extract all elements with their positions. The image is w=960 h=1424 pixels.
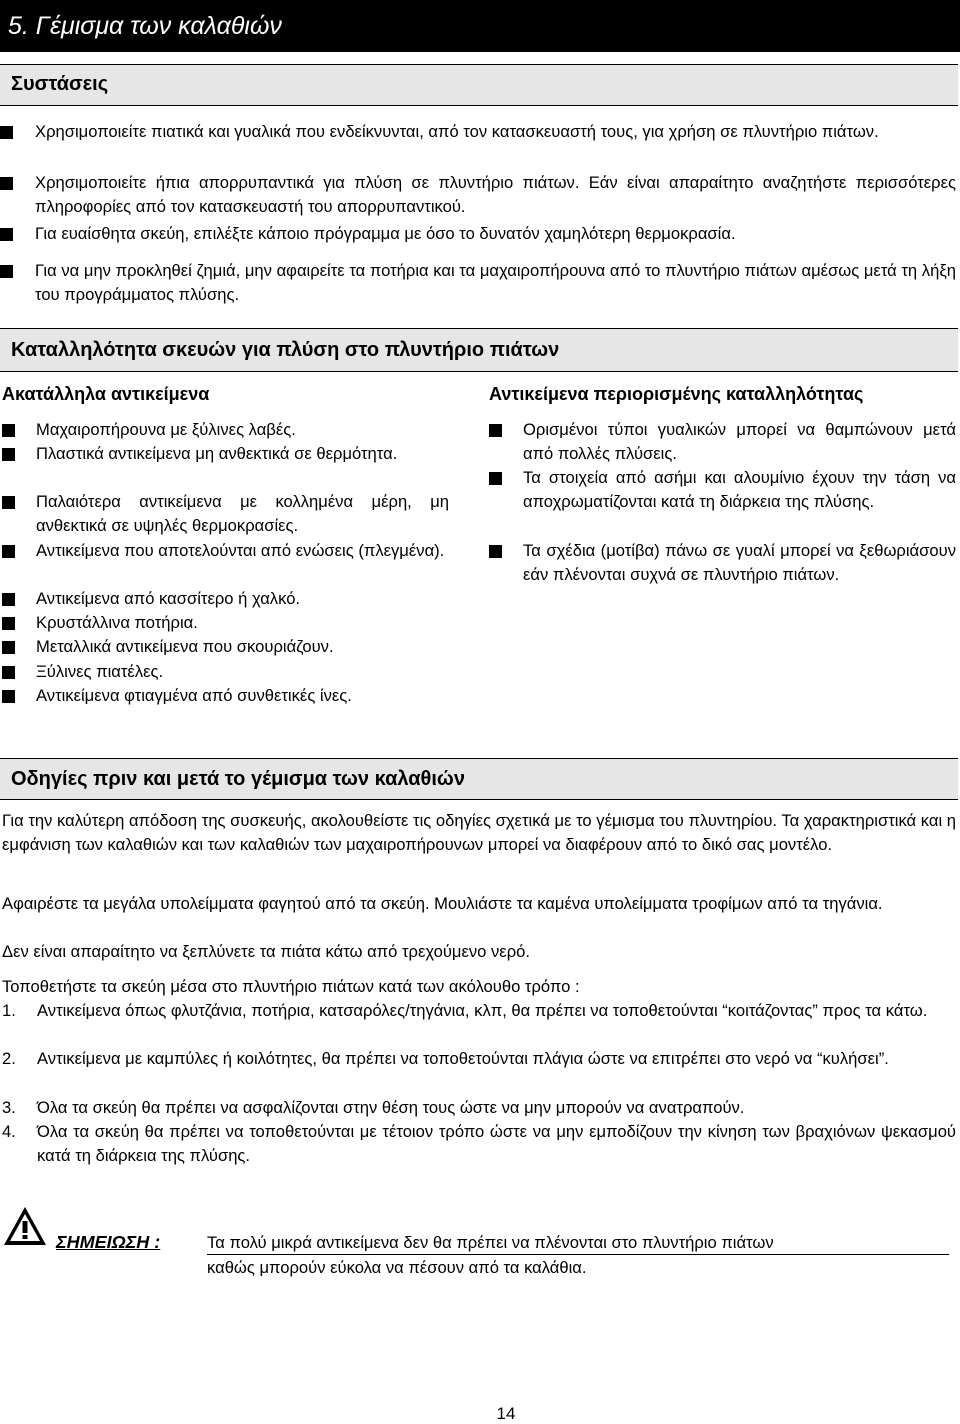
list-item: Τα σχέδια (μοτίβα) πάνω σε γυαλί μπορεί να ξεθωριάσουν εάν πλένονται συχνά σε πλυντήριο πιάτων.	[523, 539, 956, 587]
list-item: Ξύλινες πιατέλες.	[36, 660, 449, 684]
step-text: Όλα τα σκεύη θα πρέπει να ασφαλίζονται στην θέση τους ώστε να μην μπορούν να ανατραπούν.	[37, 1098, 745, 1117]
chapter-title-bar	[0, 0, 960, 52]
section-heading-bar	[0, 64, 958, 106]
instructions-paragraph: Για την καλύτερη απόδοση της συσκευής, ακολουθείστε τις οδηγίες σχετικά με το γέμισμα του πλυντηρίου. Τα χαρακτηριστικά και η εμφάνιση των καλαθιών και των καλαθιών των μαχαιροπήρουνων μπορεί να διαφέρουν από το δικό σας μοντέλο.	[2, 811, 956, 854]
list-item: Αντικείμενα από κασσίτερο ή χαλκό.	[36, 587, 449, 611]
list-item: Μαχαιροπήρουνα με ξύλινες λαβές.	[36, 418, 449, 442]
suitability-heading: Καταλληλότητα σκευών για πλύση στο πλυντήριο πιάτων	[11, 339, 560, 361]
recommendations-heading: Συστάσεις	[11, 73, 109, 95]
instructions-paragraph: Τοποθετήστε τα σκεύη μέσα στο πλυντήριο πιάτων κατά των ακόλουθο τρόπο :	[2, 977, 580, 996]
list-item	[2, 999, 956, 1023]
list-item: Χρησιμοποιείτε ήπια απορρυπαντικά για πλύση σε πλυντήριο πιάτων. Εάν είναι απαραίτητο αναζητήστε περισσότερες πληροφορίες από τον κατασκευαστή του απορρυπαντικού.	[35, 171, 956, 219]
list-item: Πλαστικά αντικείμενα μη ανθεκτικά σε θερμότητα.	[36, 442, 449, 466]
list-item: Παλαιότερα αντικείμενα με κολλημένα μέρη, μη ανθεκτικά σε υψηλές θερμοκρασίες.	[36, 490, 449, 538]
page-number: 14	[496, 1404, 516, 1423]
unsuitable-heading: Ακατάλληλα αντικείμενα	[2, 384, 210, 404]
step-number: 1.	[2, 1001, 16, 1020]
step-number: 4.	[2, 1122, 16, 1141]
list-item: Αντικείμενα φτιαγμένα από συνθετικές ίνες.	[36, 684, 449, 708]
instructions-paragraph: Αφαιρέστε τα μεγάλα υπολείμματα φαγητού από τα σκεύη. Μουλιάστε τα καμένα υπολείμματα τροφίμων από τα τηγάνια.	[2, 894, 883, 913]
list-item: Τα στοιχεία από ασήμι και αλουμίνιο έχουν την τάση να αποχρωματίζονται κατά τη διάρκεια της πλύσης.	[523, 466, 956, 514]
section-heading-bar	[0, 758, 958, 800]
list-item: Χρησιμοποιείτε πιατικά και γυαλικά που ενδείκνυνται, από τον κατασκευαστή τους, για χρήση σε πλυντήριο πιάτων.	[35, 120, 956, 144]
step-text: Όλα τα σκεύη θα πρέπει να τοποθετούνται με τέτοιον τρόπο ώστε να μην εμποδίζουν την κίνηση των βραχιόνων ψεκασμού κατά τη διάρκεια της πλύσης.	[37, 1122, 956, 1165]
list-item	[2, 1047, 956, 1071]
chapter-title: 5. Γέμισμα των καλαθιών	[8, 12, 282, 40]
step-number: 2.	[2, 1049, 16, 1068]
step-text: Αντικείμενα όπως φλυτζάνια, ποτήρια, κατσαρόλες/τηγάνια, κλπ, θα πρέπει να τοποθετούνται “κοιτάζοντας” προς τα κάτω.	[37, 1001, 928, 1020]
section-heading-bar	[0, 328, 958, 372]
note-text-line2: καθώς μπορούν εύκολα να πέσουν από τα καλάθια.	[207, 1258, 587, 1277]
limited-heading: Αντικείμενα περιορισμένης καταλληλότητας	[489, 384, 864, 404]
warning-icon	[2, 1205, 48, 1247]
instructions-paragraph: Δεν είναι απαραίτητο να ξεπλύνετε τα πιάτα κάτω από τρεχούμενο νερό.	[2, 942, 530, 961]
list-item: Μεταλλικά αντικείμενα που σκουριάζουν.	[36, 635, 449, 659]
list-item	[2, 1096, 956, 1120]
list-item: Για να μην προκληθεί ζημιά, μην αφαιρείτε τα ποτήρια και τα μαχαιροπήρουνα από το πλυντήριο πιάτων αμέσως μετά τη λήξη του προγράμματος πλύσης.	[35, 259, 956, 307]
step-number: 3.	[2, 1098, 16, 1117]
note-text-line1: Τα πολύ μικρά αντικείμενα δεν θα πρέπει να πλένονται στο πλυντήριο πιάτων	[207, 1233, 949, 1255]
note-label: ΣΗΜΕΙΩΣΗ :	[56, 1232, 161, 1252]
list-item: Για ευαίσθητα σκεύη, επιλέξτε κάποιο πρόγραμμα με όσο το δυνατόν χαμηλότερη θερμοκρασία.	[35, 222, 956, 246]
list-item: Κρυστάλλινα ποτήρια.	[36, 611, 449, 635]
list-item: Ορισμένοι τύποι γυαλικών μπορεί να θαμπώνουν μετά από πολλές πλύσεις.	[523, 418, 956, 466]
instructions-heading: Οδηγίες πριν και μετά το γέμισμα των καλαθιών	[11, 768, 465, 790]
list-item: Αντικείμενα που αποτελούνται από ενώσεις (πλεγμένα).	[36, 539, 449, 563]
step-text: Αντικείμενα με καμπύλες ή κοιλότητες, θα πρέπει να τοποθετούνται πλάγια ώστε να επιτρέπει στο νερό να “κυλήσει”.	[37, 1049, 889, 1068]
list-item	[2, 1120, 956, 1168]
